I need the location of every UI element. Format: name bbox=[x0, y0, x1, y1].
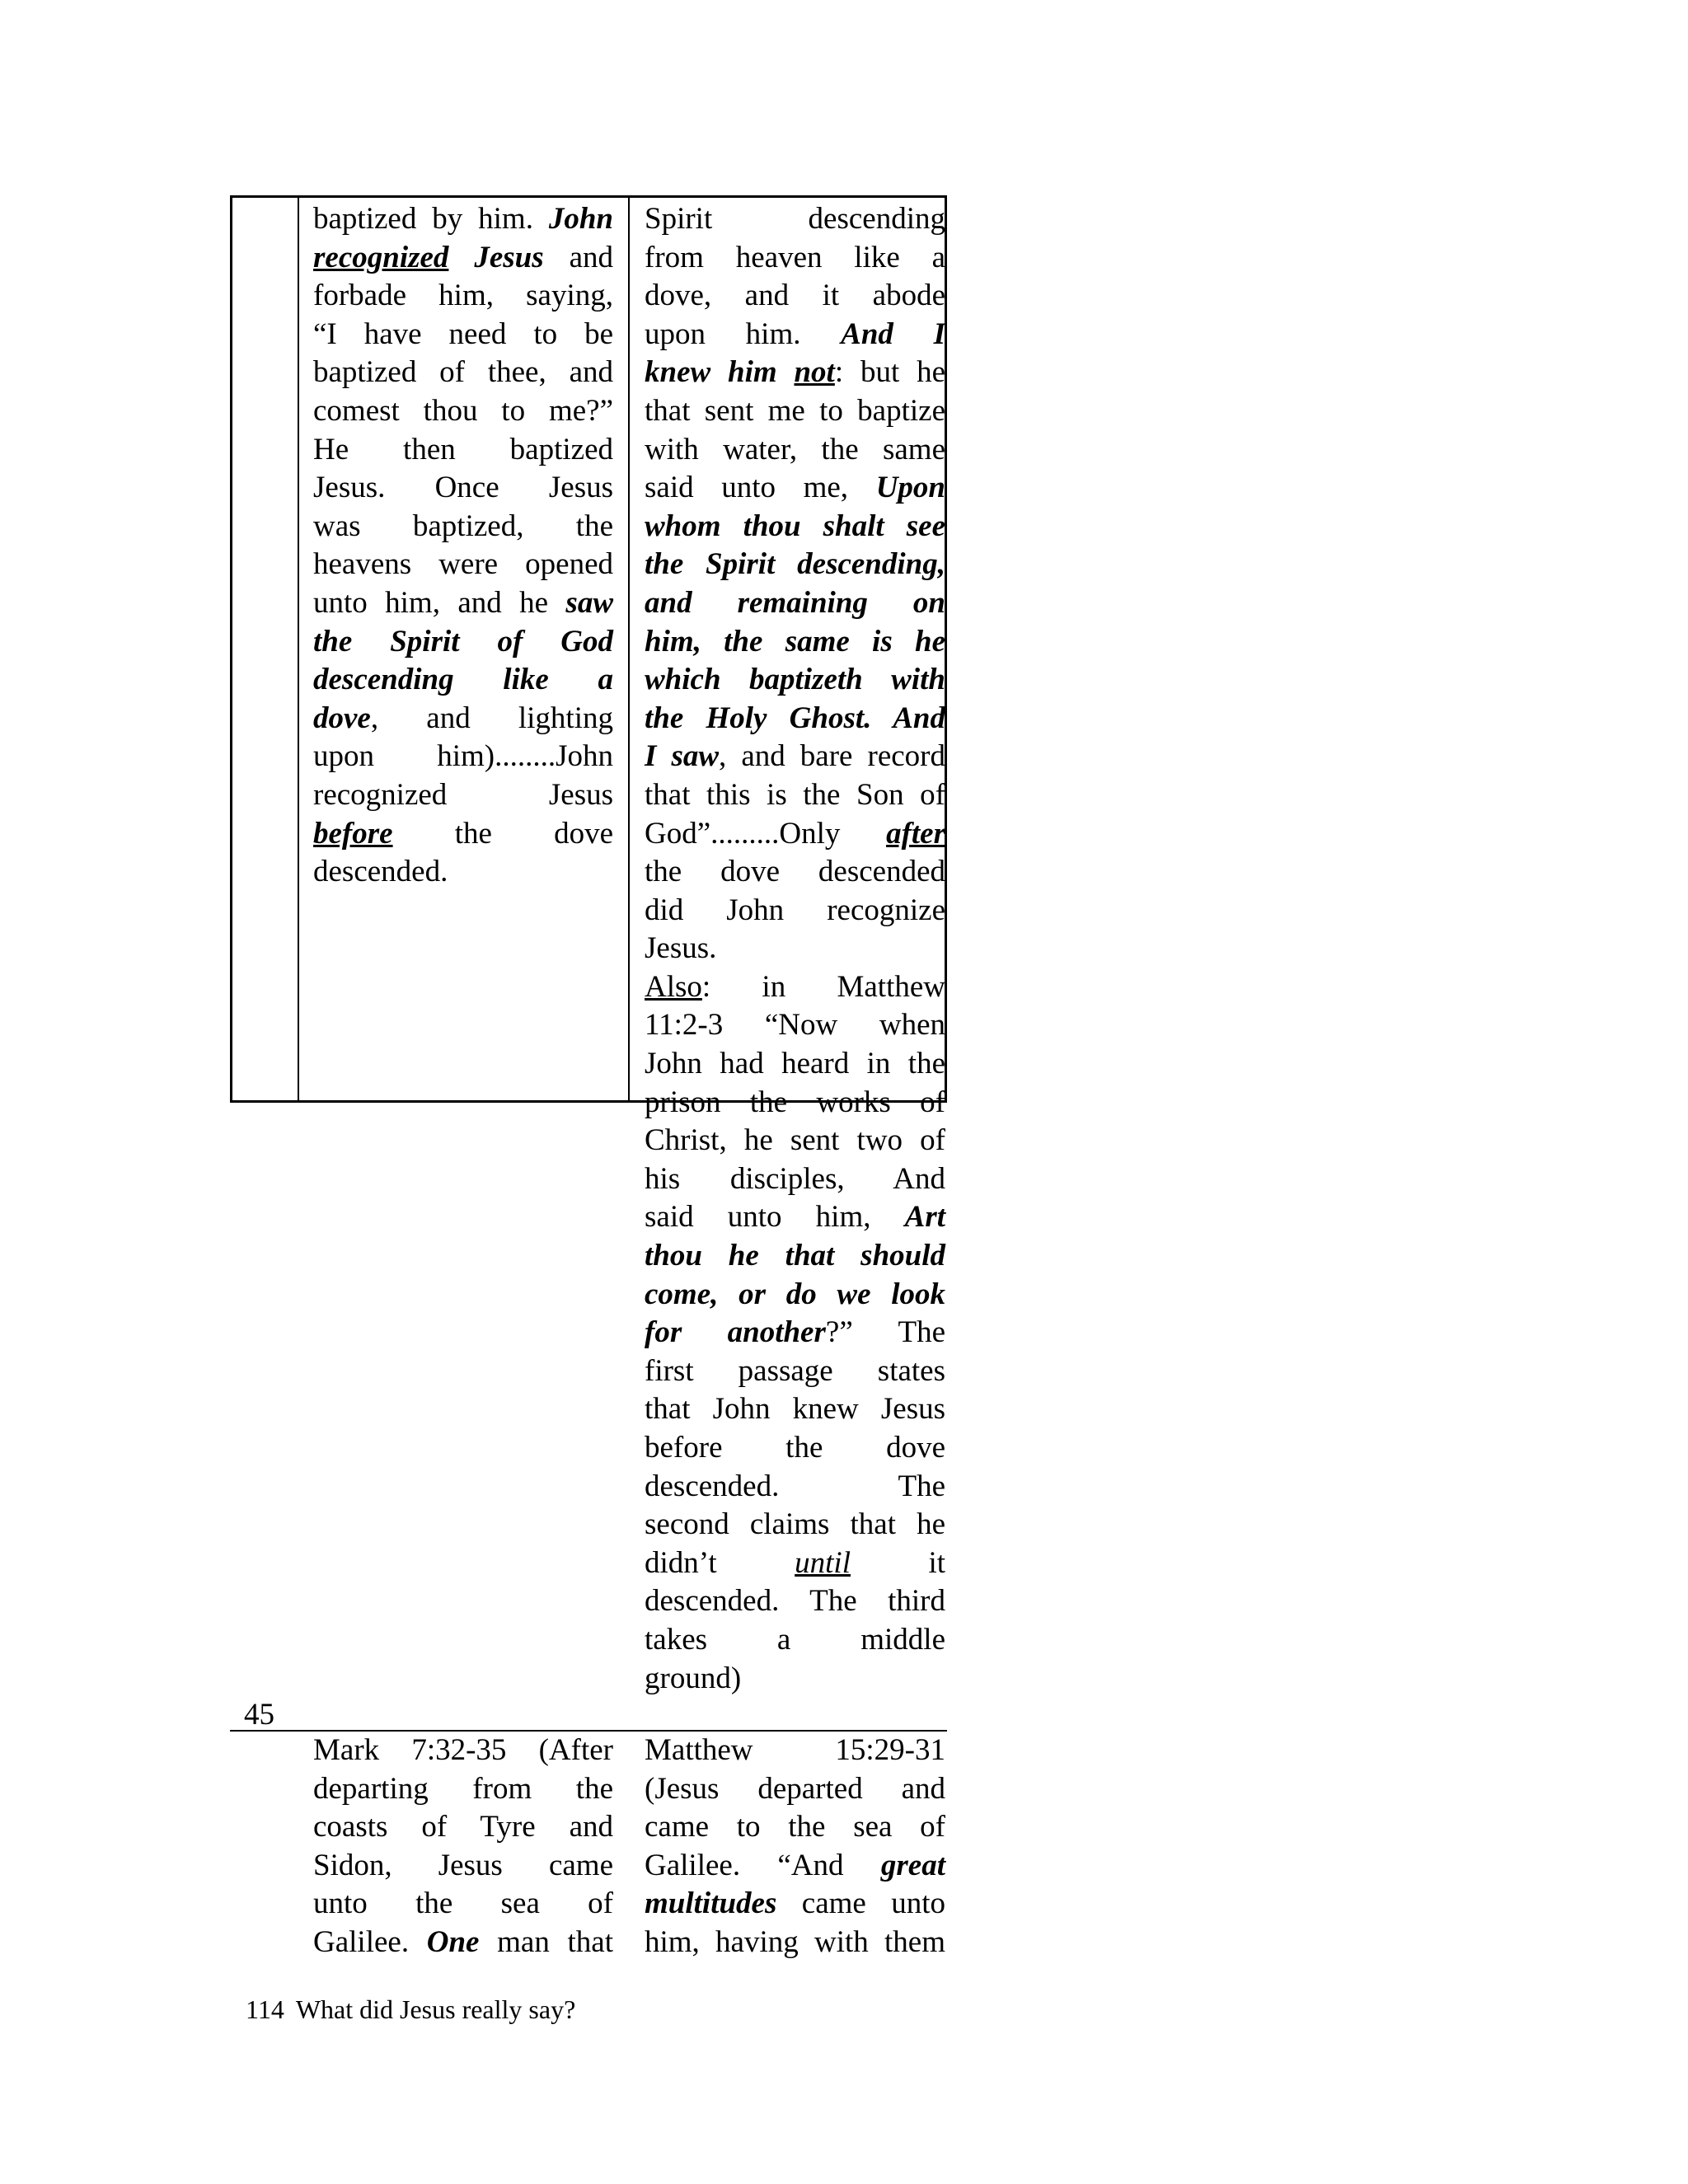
text-run: multitudes bbox=[645, 1886, 777, 1921]
text-run: came to the sea of bbox=[645, 1810, 945, 1844]
text-run: not bbox=[794, 355, 835, 390]
text-line bbox=[313, 1808, 613, 1847]
text-run: it bbox=[851, 1545, 945, 1580]
text-run: which baptizeth with bbox=[645, 663, 945, 697]
text-line bbox=[645, 930, 945, 968]
text-line bbox=[313, 853, 613, 892]
text-run: heavens were opened bbox=[313, 547, 613, 582]
text-run: for another bbox=[645, 1315, 826, 1350]
text-run: Jesus. Once Jesus bbox=[313, 471, 613, 505]
text-run: Matthew 15:29-31 bbox=[645, 1733, 945, 1767]
text-run: after bbox=[886, 816, 945, 851]
text-run: Galilee. bbox=[313, 1924, 427, 1959]
text-line bbox=[313, 623, 613, 662]
text-run: upon him)........John bbox=[313, 739, 613, 774]
text-run: descended. The third bbox=[645, 1584, 945, 1619]
text-run: coasts of Tyre and bbox=[313, 1810, 613, 1844]
text-line bbox=[645, 1468, 945, 1507]
text-run: John bbox=[548, 202, 613, 236]
text-run: Galilee. “And bbox=[645, 1848, 881, 1882]
text-run: ?” The bbox=[825, 1315, 945, 1350]
text-run: John had heard in the bbox=[645, 1047, 945, 1081]
text-run: first passage states bbox=[645, 1353, 945, 1388]
text-run: Spirit descending bbox=[645, 202, 945, 236]
page-footer bbox=[246, 1993, 575, 2026]
text-run: dove bbox=[313, 701, 371, 735]
text-run: Christ, he sent two of bbox=[645, 1123, 945, 1158]
text-line bbox=[645, 277, 945, 316]
text-run: descended. The bbox=[645, 1469, 945, 1503]
text-line bbox=[313, 508, 613, 546]
text-run: And I bbox=[841, 316, 946, 351]
contrast-column-text bbox=[645, 200, 945, 1698]
text-run: and bbox=[543, 240, 613, 274]
text-run: come, or do we look bbox=[645, 1277, 945, 1311]
text-line bbox=[645, 1808, 945, 1847]
text-run: Art bbox=[904, 1200, 945, 1235]
text-line bbox=[313, 815, 613, 854]
text-run: that this is the Son of bbox=[645, 777, 945, 812]
text-run: unto him, and he bbox=[313, 585, 566, 620]
text-line bbox=[645, 1352, 945, 1391]
text-run: great bbox=[880, 1848, 945, 1882]
text-run: whom thou shalt see bbox=[645, 509, 945, 543]
text-line bbox=[645, 1847, 945, 1886]
row-45-contrast-text bbox=[645, 1732, 945, 1962]
text-line bbox=[645, 1122, 945, 1160]
text-line bbox=[313, 1885, 613, 1924]
text-run: (Jesus departed and bbox=[645, 1771, 945, 1806]
text-run: recognized Jesus bbox=[313, 777, 613, 812]
text-line bbox=[313, 1924, 613, 1962]
text-line bbox=[645, 968, 945, 1007]
text-run: the Spirit descending, bbox=[645, 547, 945, 582]
text-line bbox=[645, 508, 945, 546]
text-run: until bbox=[795, 1545, 851, 1580]
text-line bbox=[645, 1314, 945, 1352]
text-line bbox=[645, 1084, 945, 1122]
text-line bbox=[645, 1732, 945, 1770]
book-title: What did Jesus really say? bbox=[295, 1994, 576, 2024]
text-run: : but he bbox=[834, 355, 945, 390]
text-run: One bbox=[426, 1924, 480, 1959]
text-run: recognized bbox=[313, 240, 449, 274]
text-run: didn’t bbox=[645, 1545, 795, 1580]
text-run: , and bare record bbox=[719, 739, 945, 774]
text-line bbox=[313, 546, 613, 584]
text-line bbox=[313, 277, 613, 316]
text-line bbox=[645, 584, 945, 623]
text-line bbox=[313, 354, 613, 392]
text-line bbox=[313, 776, 613, 815]
text-run: “I have need to be bbox=[313, 316, 613, 351]
text-run: with water, the same bbox=[645, 432, 945, 466]
text-line bbox=[645, 1582, 945, 1621]
text-run: Jesus bbox=[474, 240, 544, 274]
text-run: the dove descended bbox=[645, 855, 945, 889]
text-line bbox=[645, 892, 945, 930]
page-number: 114 bbox=[246, 1994, 284, 2024]
text-line bbox=[645, 661, 945, 700]
text-line bbox=[645, 1276, 945, 1315]
text-run: baptized of thee, and bbox=[313, 355, 613, 390]
text-line bbox=[645, 239, 945, 278]
text-line bbox=[645, 431, 945, 470]
text-run bbox=[448, 241, 474, 274]
text-line bbox=[645, 1660, 945, 1699]
text-run: comest thou to me?” bbox=[313, 393, 613, 428]
text-run: his disciples, And bbox=[645, 1161, 945, 1196]
text-run: 11:2-3 “Now when bbox=[645, 1008, 945, 1043]
text-run: before the dove bbox=[645, 1431, 945, 1465]
text-line bbox=[645, 1506, 945, 1544]
text-line bbox=[645, 1160, 945, 1199]
text-run: before bbox=[313, 816, 393, 851]
text-run: I saw bbox=[645, 739, 720, 774]
text-line bbox=[645, 546, 945, 584]
text-run: that sent me to baptize bbox=[645, 393, 945, 428]
text-run: He then baptized bbox=[313, 432, 613, 466]
text-line bbox=[313, 431, 613, 470]
text-run: ground) bbox=[645, 1661, 742, 1695]
text-run: came unto bbox=[776, 1886, 945, 1921]
text-run: him, the same is he bbox=[645, 624, 945, 658]
text-run: Jesus. bbox=[645, 931, 717, 966]
text-run: thou he that should bbox=[645, 1239, 945, 1273]
text-line bbox=[645, 1429, 945, 1468]
text-line bbox=[313, 738, 613, 776]
text-run: descending like a bbox=[313, 663, 613, 697]
text-line bbox=[645, 815, 945, 854]
text-line bbox=[645, 316, 945, 354]
text-line bbox=[313, 392, 613, 431]
text-run: unto the sea of bbox=[313, 1886, 613, 1921]
text-run: and remaining on bbox=[645, 585, 945, 620]
text-run: saw bbox=[565, 585, 613, 620]
text-line bbox=[645, 623, 945, 662]
text-line bbox=[313, 1770, 613, 1809]
text-run: him, having with them bbox=[645, 1924, 945, 1959]
account-column-text bbox=[313, 200, 613, 892]
text-run: knew him bbox=[645, 355, 795, 390]
text-run: the Spirit of God bbox=[313, 624, 613, 658]
text-line bbox=[645, 1045, 945, 1084]
text-run: Upon bbox=[875, 471, 945, 505]
text-line bbox=[313, 1732, 613, 1770]
text-line bbox=[645, 1621, 945, 1660]
text-run: said unto him, bbox=[645, 1200, 905, 1235]
text-run: God”.........Only bbox=[645, 816, 887, 851]
text-line bbox=[645, 700, 945, 738]
text-run: the dove bbox=[392, 816, 613, 851]
text-run: baptized by him. bbox=[313, 202, 549, 236]
text-line bbox=[645, 1006, 945, 1045]
text-run: Sidon, Jesus came bbox=[313, 1848, 613, 1882]
text-run: said unto me, bbox=[645, 471, 876, 505]
text-line bbox=[645, 392, 945, 431]
text-run: dove, and it abode bbox=[645, 279, 945, 313]
text-run: second claims that he bbox=[645, 1507, 945, 1542]
text-run: , and lighting bbox=[370, 701, 613, 735]
text-run: the Holy Ghost. And bbox=[645, 701, 945, 735]
text-line bbox=[645, 1390, 945, 1429]
row-45-account-text bbox=[313, 1732, 613, 1962]
text-line bbox=[313, 584, 613, 623]
text-line bbox=[645, 1544, 945, 1583]
text-run: takes a middle bbox=[645, 1622, 945, 1657]
text-run: prison the works of bbox=[645, 1085, 945, 1119]
text-run: Mark 7:32-35 (After bbox=[313, 1733, 613, 1767]
text-run: : in Matthew bbox=[701, 969, 945, 1004]
text-line bbox=[645, 1885, 945, 1924]
text-line bbox=[645, 1770, 945, 1809]
text-line bbox=[645, 1237, 945, 1276]
text-line bbox=[645, 200, 945, 239]
text-line bbox=[645, 354, 945, 392]
text-run: Also bbox=[645, 969, 702, 1004]
text-run: descended. bbox=[313, 855, 448, 889]
text-run: departing from the bbox=[313, 1771, 613, 1806]
text-line bbox=[313, 700, 613, 738]
text-line bbox=[313, 316, 613, 354]
text-line bbox=[313, 1847, 613, 1886]
row-number: 45 bbox=[244, 1698, 274, 1732]
text-line bbox=[645, 1924, 945, 1962]
text-line bbox=[645, 853, 945, 892]
text-run: that John knew Jesus bbox=[645, 1392, 945, 1427]
text-run: upon him. bbox=[645, 316, 842, 351]
text-line bbox=[645, 738, 945, 776]
text-run: forbade him, saying, bbox=[313, 279, 613, 313]
text-line bbox=[645, 469, 945, 508]
text-line bbox=[645, 776, 945, 815]
text-line bbox=[313, 239, 613, 278]
text-line bbox=[645, 1198, 945, 1237]
column-divider-2 bbox=[628, 195, 630, 1103]
text-line bbox=[313, 200, 613, 239]
text-line bbox=[313, 469, 613, 508]
text-run: from heaven like a bbox=[645, 240, 945, 274]
text-run: was baptized, the bbox=[313, 509, 613, 543]
column-divider-1 bbox=[298, 195, 299, 1103]
text-run: man that bbox=[479, 1924, 614, 1959]
text-run: did John recognize bbox=[645, 893, 945, 927]
text-line bbox=[313, 661, 613, 700]
